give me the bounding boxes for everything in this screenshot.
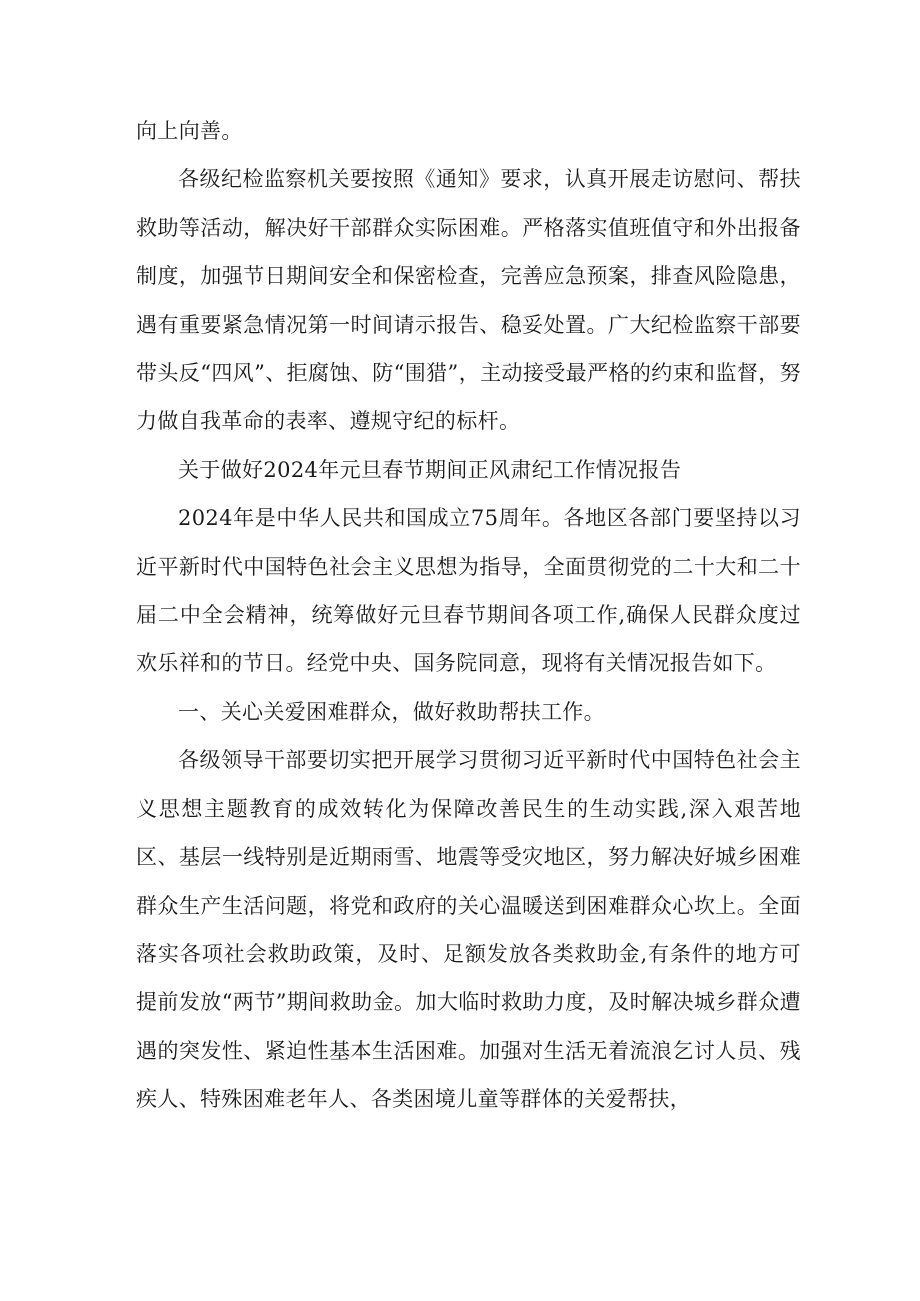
- paragraph-assistance-work: 各级领导干部要切实把开展学习贯彻习近平新时代中国特色社会主义思想主题教育的成效转化为保障改善民生的生动实践,深入艰苦地区、基层一线特别是近期雨雪、地震等受灾地区，努力解决好城乡困难群众生产生活问题，将党和政府的关心温暖送到困难群众心坎上。全面落实各项社会救助政策，及时、足额发放各类救助金,有条件的地方可提前发放“两节”期间救助金。加大临时救助力度，及时解决城乡群众遭遇的突发性、紧迫性基本生活困难。加强对生活无着流浪乞讨人员、残疾人、特殊困难老年人、各类困境儿童等群体的关爱帮扶，: [136, 748, 801, 1112]
- report-title: 关于做好2024年元旦春节期间正风肃纪工作情况报告: [178, 457, 682, 482]
- document-body: [136, 107, 801, 1124]
- paragraph-continuation: 向上向善。: [136, 119, 243, 143]
- paragraph-supervision-requirements: 各级纪检监察机关要按照《通知》要求，认真开展走访慰问、帮扶救助等活动，解决好干部群众实际困难。严格落实值班值守和外出报备制度，加强节日期间安全和保密检查，完善应急预案，排查风险隐患，遇有重要紧急情况第一时间请示报告、稳妥处置。广大纪检监察干部要带头反“四风”、拒腐蚀、防“围猎”，主动接受最严格的约束和监督，努力做自我革命的表率、遵规守纪的标杆。: [136, 167, 801, 434]
- paragraph-introduction: 2024年是中华人民共和国成立75周年。各地区各部门要坚持以习近平新时代中国特色社会主义思想为指导，全面贯彻党的二十大和二十届二中全会精神，统筹做好元旦春节期间各项工作,确保人民群众度过欢乐祥和的节日。经党中央、国务院同意，现将有关情况报告如下。: [136, 506, 801, 676]
- section-heading-1: 一、关心关爱困难群众，做好救助帮扶工作。: [178, 699, 605, 724]
